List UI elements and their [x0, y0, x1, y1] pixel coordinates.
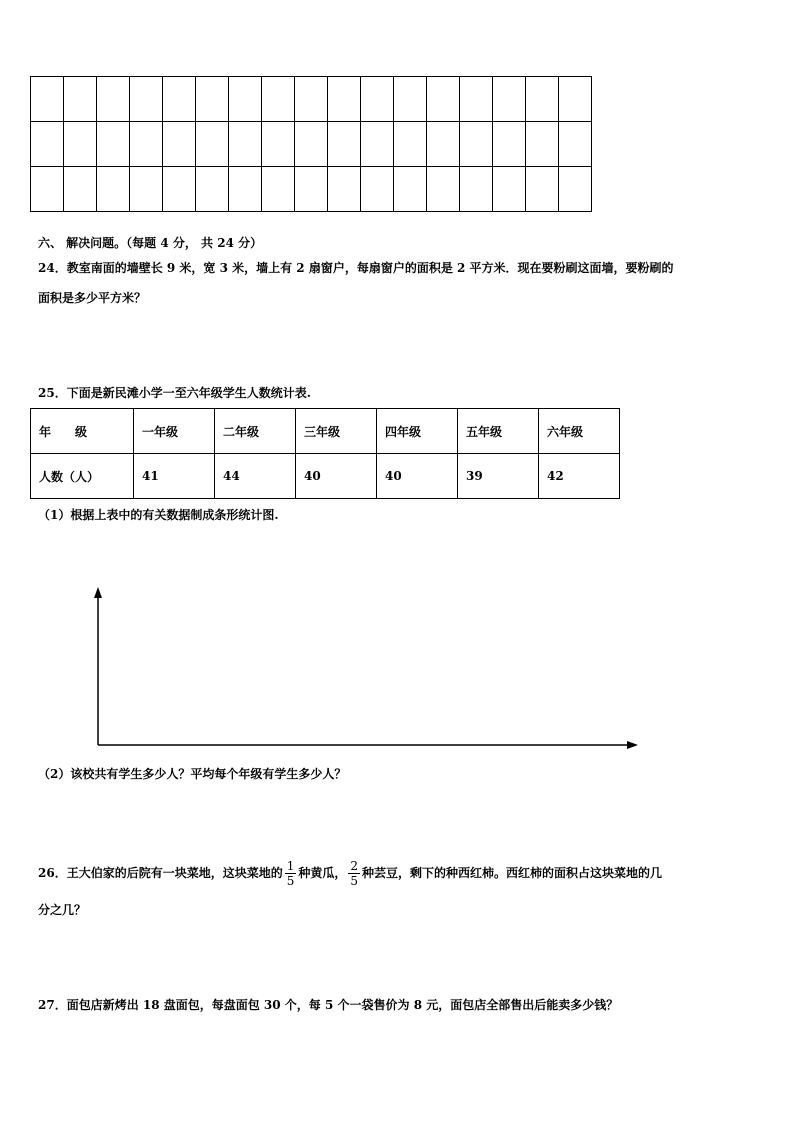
y-axis-arrow	[94, 587, 102, 598]
grade-cell: 二年级	[215, 409, 296, 454]
q24-line1: 24．教室南面的墙壁长 9 米，宽 3 米，墙上有 2 扇窗户，每扇窗户的面积是 2 平方米．现在要粉刷这面墙，要粉刷的	[38, 261, 674, 275]
grade-cell: 六年级	[539, 409, 620, 454]
grade-cell: 四年级	[377, 409, 458, 454]
q26-part-b: 种黄瓜，	[298, 866, 347, 880]
grade-cell: 一年级	[134, 409, 215, 454]
fraction-numerator: 2	[350, 859, 358, 873]
x-axis-arrow	[627, 741, 638, 749]
grade-cell: 三年级	[296, 409, 377, 454]
count-cell: 42	[539, 454, 620, 499]
fraction-denominator: 5	[286, 874, 295, 888]
count-cell: 40	[377, 454, 458, 499]
table-header-label: 年 级	[31, 409, 134, 454]
grade-cell: 五年级	[458, 409, 539, 454]
count-cell: 40	[296, 454, 377, 499]
table-row-label: 人数（人）	[31, 454, 134, 499]
fraction-two-fifths	[348, 859, 360, 888]
q26-line2: 分之几？	[38, 903, 87, 917]
count-cell: 44	[215, 454, 296, 499]
fraction-numerator: 1	[286, 859, 295, 873]
q25-part1: （1）根据上表中的有关数据制成条形统计图.	[38, 508, 279, 522]
q25-intro: 25．下面是新民滩小学一至六年级学生人数统计表.	[38, 386, 311, 400]
q27-text: 27．面包店新烤出 18 盘面包，每盘面包 30 个，每 5 个一袋售价为 8 元，面包店全部售出后能卖多少钱？	[38, 998, 619, 1012]
q25-part2: （2）该校共有学生多少人？平均每个年级有学生多少人？	[38, 767, 347, 781]
fraction-denominator: 5	[350, 874, 358, 888]
q24-line2: 面积是多少平方米？	[38, 291, 147, 305]
fraction-one-fifth	[285, 859, 297, 888]
count-cell: 41	[134, 454, 215, 499]
q26-part-a: 26．王大伯家的后院有一块菜地，这块菜地的	[38, 866, 283, 880]
count-cell: 39	[458, 454, 539, 499]
q26-line1	[38, 856, 662, 890]
section-title: 六、 解决问题。（每题 4 分， 共 24 分）	[38, 236, 263, 250]
q26-part-c: 种芸豆，剩下的种西红柿。西红柿的面积占这块菜地的几	[362, 866, 663, 880]
